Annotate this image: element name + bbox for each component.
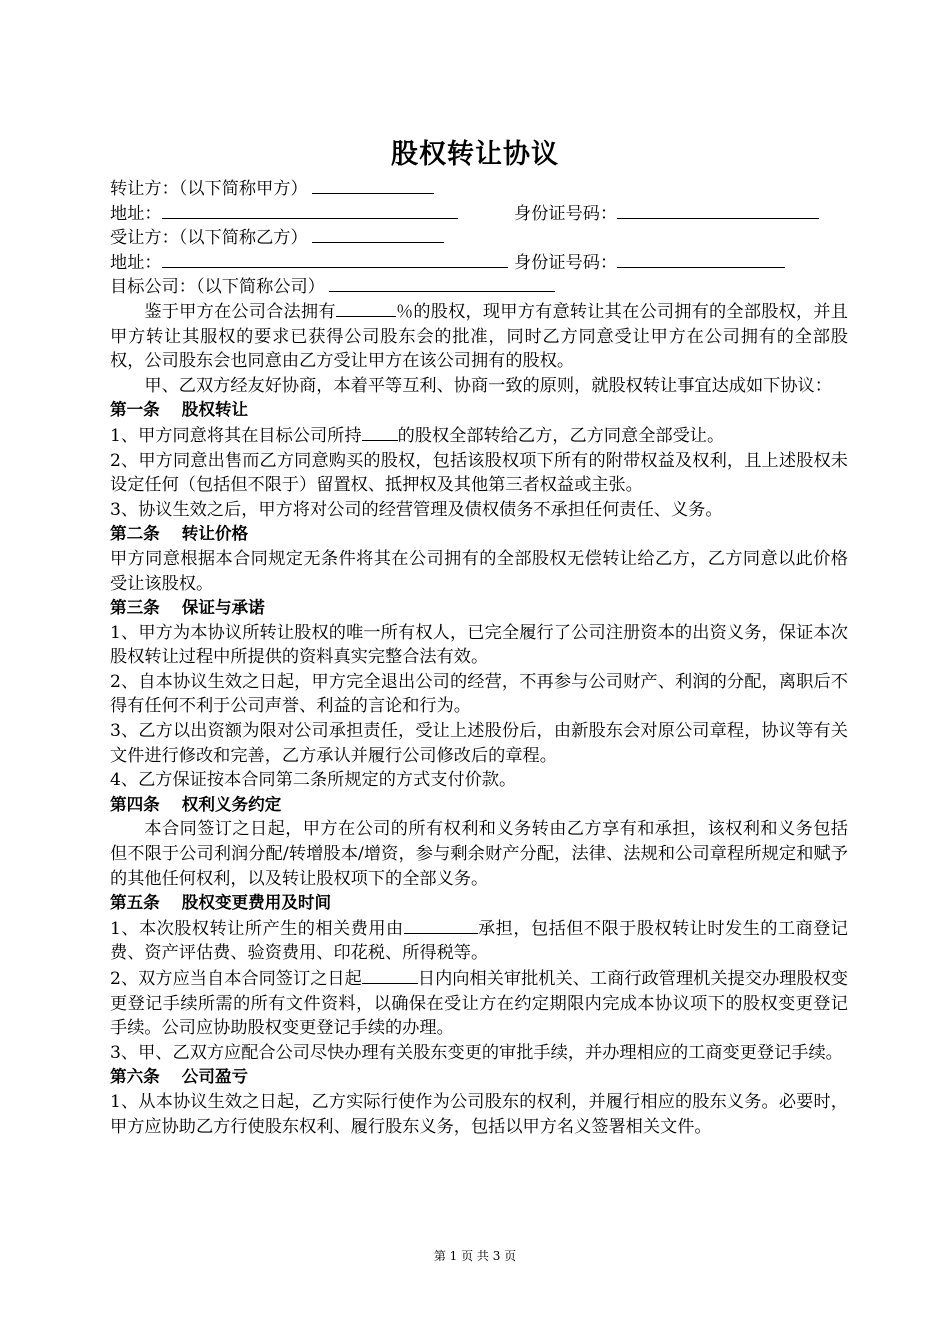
article-5-heading: 第五条 股权变更费用及时间 [110,893,332,913]
article-1-item-3: 3、协议生效之后，甲方将对公司的经营管理及债权债务不承担任何责任、义务。 [110,499,723,520]
article-4-heading: 第四条 权利义务约定 [110,794,282,814]
article-1-item-1: 1、甲方同意将其在目标公司所持 的股权全部转给乙方，乙方同意全部受让。 [110,423,848,449]
id2-field [514,250,785,276]
address2-label: 地址： [110,252,162,273]
company-label: 目标公司：（以下简称公司） [110,277,325,298]
article-6-heading: 第六条 公司盈亏 [110,1067,249,1087]
transferor-label: 转让方：（以下简称甲方） [110,179,308,199]
article-6-item-1: 1、从本协议生效之日起，乙方实际行使作为公司股东的权利，并履行相应的股东义务。必要时，甲方应协助乙方行使股东权利、履行股东义务，包括以甲方名义签署相关文件。 [110,1091,848,1137]
address1-blank[interactable] [162,201,458,219]
article-2-paragraph: 甲方同意根据本合同规定无条件将其在公司拥有的全部股权无偿转让给乙方，乙方同意以此价格受让该股权。 [110,548,848,594]
article-3-item-4: 4、乙方保证按本合同第二条所规定的方式支付价款。 [110,770,517,791]
transferee-label: 受让方：（以下简称乙方） [110,228,308,249]
article-5-item-2: 2、双方应当自本合同签订之日起 日内向相关审批机关、工商行政管理机关提交办理股权变更登记手续所需的所有文件资料，以确保在受让方在约定期限内完成本协议项下的股权变更登记手续。公司应协助股权变更登记手续的办理。 [110,966,848,1041]
article-1-item-2: 2、甲方同意出售而乙方同意购买的股权，包括该股权项下所有的附带权益及权利，且上述股权未设定任何（包括但不限于）留置权、抵押权及其他第三者权益或主张。 [110,450,848,496]
document-title: 股权转让协议 [391,139,559,170]
transferor-field [110,176,848,201]
article-3-item-1: 1、甲方为本协议所转让股权的唯一所有权人，已完全履行了公司注册资本的出资义务，保证本次股权转让过程中所提供的资料真实完整合法有效。 [110,622,848,668]
address2-blank[interactable] [162,250,508,268]
address2-field [110,250,848,275]
transferor-blank[interactable] [312,176,434,194]
id1-blank[interactable] [617,201,819,219]
article-2-heading: 第二条 转让价格 [110,524,249,544]
article-3-item-3: 3、乙方以出资额为限对公司承担责任，受让上述股份后，由新股东会对原公司章程，协议等有关文件进行修改和完善，乙方承认并履行公司修改后的章程。 [110,721,848,766]
preamble-paragraph-1: 鉴于甲方在公司合法拥有 ％的股权，现甲方有意转让其在公司拥有的全部股权，并且甲方转让其服权的要求已获得公司股东会的批准，同时乙方同意受让甲方在公司拥有的全部股权，公司股东会也同意由乙方受让甲方在该公司拥有的股权。 [110,299,848,374]
document-body [110,176,848,1139]
article-1-heading: 第一条 股权转让 [110,400,249,420]
article-5-item-1: 1、本次股权转让所产生的相关费用由 承担，包括但不限于股权转让时发生的工商登记费、资产评估费、验资费用、印花税、所得税等。 [110,916,848,966]
page-footer: 第 1 页 共 3 页 [433,1249,517,1263]
company-blank[interactable] [329,274,555,292]
id1-field [514,201,819,227]
article-4-paragraph: 本合同签订之日起，甲方在公司的所有权利和义务转由乙方享有和承担，该权利和义务包括但不限于公司利润分配/转增股本/增资，参与剩余财产分配，法律、法规和公司章程所规定和赋予的其他任何权利，以及转让股权项下的全部义务。 [110,819,848,889]
address1-label: 地址： [110,203,162,224]
id2-label: 身份证号码： [514,252,618,273]
shares-held-blank[interactable] [362,423,398,441]
transferee-blank[interactable] [312,225,444,243]
article-3-heading: 第三条 保证与承诺 [110,598,265,618]
company-field [110,274,848,299]
article-5-item-3: 3、甲、乙双方应配合公司尽快办理有关股东变更的审批手续，并办理相应的工商变更登记手续。 [110,1042,843,1063]
transferee-field [110,225,848,250]
article-3-item-2: 2、自本协议生效之日起，甲方完全退出公司的经营，不再参与公司财产、利润的分配，离职后不得有任何不利于公司声誉、利益的言论和行为。 [110,671,848,717]
id2-blank[interactable] [617,250,785,268]
fee-bearer-blank[interactable] [404,916,478,934]
preamble-paragraph-2: 甲、乙双方经友好协商，本着平等互利、协商一致的原则，就股权转让事宜达成如下协议： [144,375,832,396]
id1-label: 身份证号码： [514,203,618,224]
share-percent-blank[interactable] [336,299,396,317]
days-blank[interactable] [362,966,418,984]
address1-field [110,201,848,226]
